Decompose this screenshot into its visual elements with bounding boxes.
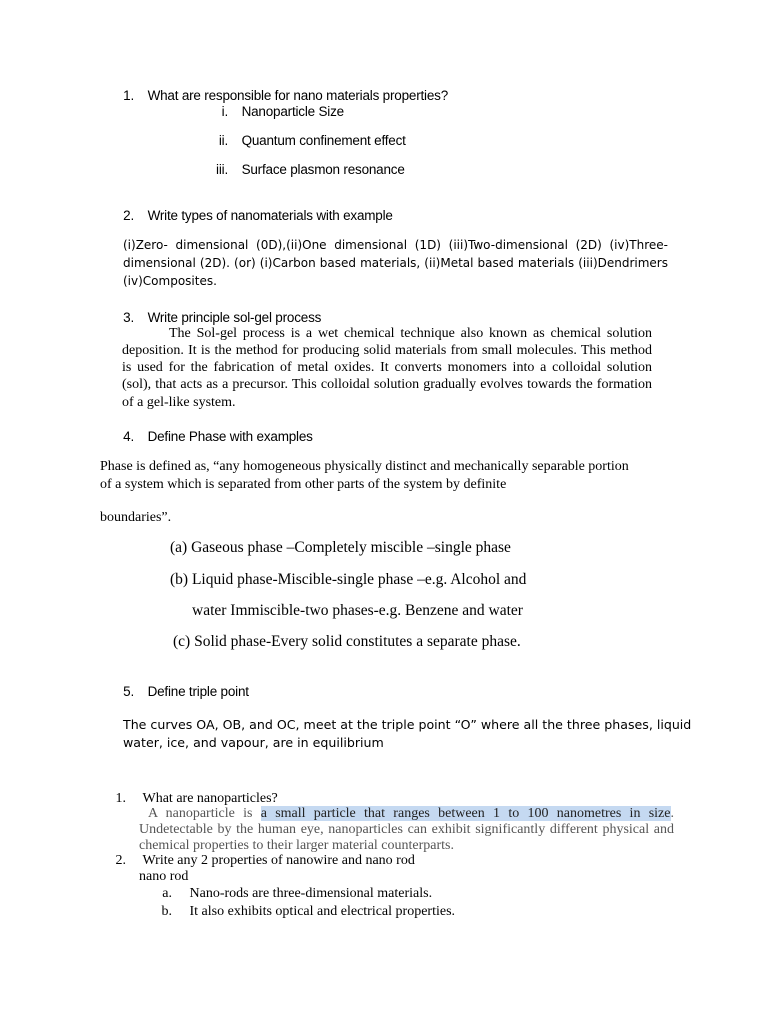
answer-line: chemical properties to their larger material counterparts. xyxy=(139,838,454,853)
example-line: (b) Liquid phase-Miscible-single phase –e.g. Alcohol and xyxy=(170,571,527,588)
example-line: (c) Solid phase-Every solid constitutes a separate phase. xyxy=(173,633,521,650)
answer-line: The curves OA, OB, and OC, meet at the triple point “O” where all the three phases, liquid xyxy=(123,717,692,732)
answer-line: The Sol-gel process is a wet chemical technique also known as chemical solution xyxy=(169,326,652,341)
question-5: 5. Define triple point xyxy=(123,684,249,699)
example-line: water Immiscible-two phases-e.g. Benzene and water xyxy=(192,602,523,619)
list-item: ii. Quantum confinement effect xyxy=(218,133,406,148)
question-text: What are responsible for nano materials properties? xyxy=(147,88,449,103)
definition-line: of a system which is separated from other parts of the system by definite xyxy=(100,477,507,492)
answer-line: A nanoparticle is a small particle that ranges between 1 to 100 nanometres in size. xyxy=(148,806,674,821)
answer-line: deposition. It is the method for producing solid materials from small molecules. This method xyxy=(122,343,652,358)
answer-line: of a gel-like system. xyxy=(122,395,236,410)
question-3: 3. Write principle sol-gel process xyxy=(123,310,322,325)
question-4: 4. Define Phase with examples xyxy=(123,429,313,444)
answer-line: water, ice, and vapour, are in equilibrium xyxy=(123,735,384,750)
definition-line: boundaries”. xyxy=(100,510,172,525)
list-item: iii. Surface plasmon resonance xyxy=(216,162,405,177)
answer-line: (sol), that acts as a precursor. This colloidal solution gradually evolves towards the formation xyxy=(122,377,652,392)
list-item: b. It also exhibits optical and electrical properties. xyxy=(161,904,456,919)
question-2: 2. Write types of nanomaterials with example xyxy=(123,208,393,223)
list-item: i. Nanoparticle Size xyxy=(221,104,344,119)
example-line: (a) Gaseous phase –Completely miscible –single phase xyxy=(170,539,511,556)
question-b2: 2. Write any 2 properties of nanowire and nano rod xyxy=(115,853,415,868)
question-number: 1. xyxy=(123,88,134,103)
sub-heading: nano rod xyxy=(139,869,189,884)
answer-line: dimensional (2D). (or) (i)Carbon based materials, (ii)Metal based materials (iii)Dendrimers xyxy=(123,256,668,270)
answer-line: is used for the fabrication of metal oxides. It converts monomers into a colloidal solution xyxy=(122,360,652,375)
question-b1: 1. What are nanoparticles? xyxy=(115,791,278,806)
highlighted-text: a small particle that ranges between 1 to 100 nanometres in size xyxy=(260,806,671,821)
answer-line: (i)Zero- dimensional (0D),(ii)One dimensional (1D) (iii)Two-dimensional (2D) (iv)Three- xyxy=(123,238,668,252)
definition-line: Phase is defined as, “any homogeneous physically distinct and mechanically separable portion xyxy=(100,459,629,474)
list-item: a. Nano-rods are three-dimensional materials. xyxy=(162,886,433,901)
question-1 xyxy=(116,88,448,103)
answer-line: (iv)Composites. xyxy=(123,274,217,288)
answer-line: Undetectable by the human eye, nanoparticles can exhibit significantly different physical and xyxy=(139,822,674,837)
